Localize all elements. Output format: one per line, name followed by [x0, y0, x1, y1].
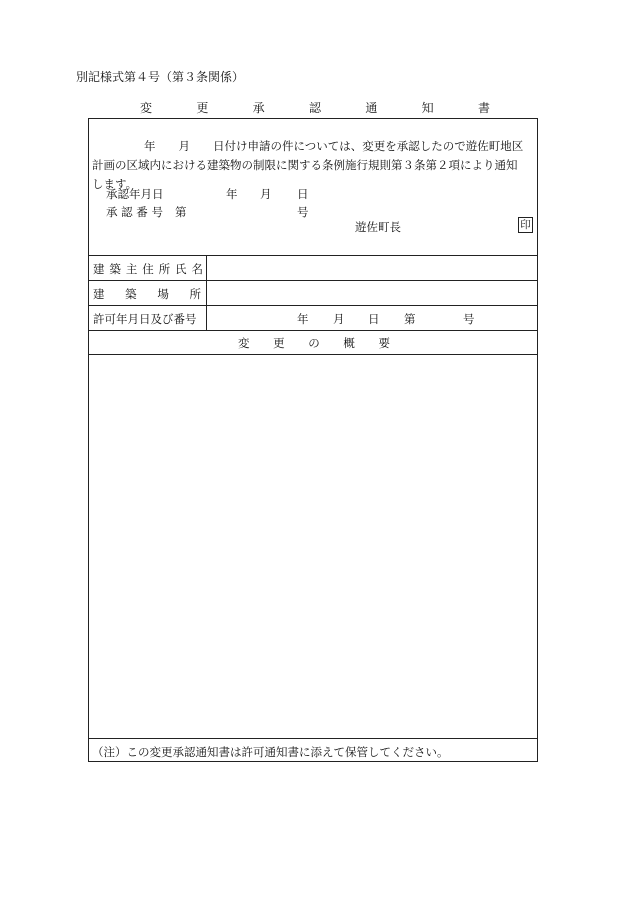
- signer: 遊佐町長: [355, 220, 401, 234]
- header-char: 要: [378, 336, 390, 350]
- label-char: 氏: [175, 262, 187, 276]
- notice-line-1: 年 月 日付け申請の件については、変更を承認したので遊佐町地区: [144, 139, 524, 153]
- permit-number-prefix: 第: [404, 312, 416, 326]
- owner-value-field[interactable]: [207, 256, 537, 280]
- header-char: 概: [343, 336, 355, 350]
- location-value-field[interactable]: [207, 281, 537, 305]
- title-char: 通: [365, 101, 378, 115]
- row-label-owner: [93, 261, 203, 277]
- row-label-location: [93, 286, 201, 302]
- label-char: 住: [142, 262, 154, 276]
- form-number: 別記様式第４号（第３条関係）: [76, 70, 245, 84]
- document-title: [140, 99, 490, 116]
- header-char: の: [308, 336, 320, 350]
- footer-note: （注）この変更承認通知書は許可通知書に添えて保管してください。: [92, 745, 449, 759]
- notice-line-3: します。: [92, 177, 138, 191]
- approval-number-prefix: 第: [175, 205, 187, 219]
- title-char: 知: [421, 101, 434, 115]
- permit-month: 月: [333, 312, 345, 326]
- label-char: 場: [157, 287, 169, 301]
- label-char: 築: [109, 262, 121, 276]
- label-char: 所: [189, 287, 201, 301]
- title-char: 書: [477, 101, 490, 115]
- title-char: 認: [308, 101, 321, 115]
- divider: [88, 330, 538, 331]
- approval-date-label: 承認年月日: [106, 187, 164, 201]
- summary-header: [238, 335, 390, 351]
- divider: [88, 305, 538, 306]
- approval-number-label: 承 認 番 号: [106, 205, 163, 219]
- header-char: 更: [273, 336, 285, 350]
- approval-date-day: 日: [297, 187, 309, 201]
- label-char: 名: [191, 262, 203, 276]
- title-char: 承: [252, 101, 265, 115]
- summary-content-area[interactable]: [89, 355, 537, 737]
- approval-date-year: 年: [226, 187, 238, 201]
- header-char: 変: [238, 336, 250, 350]
- notice-line-2: 計画の区域内における建築物の制限に関する条例施行規則第３条第２項により通知: [92, 158, 518, 172]
- label-char: 主: [125, 262, 138, 276]
- title-char: 更: [196, 101, 209, 115]
- label-char: 建: [93, 287, 105, 301]
- permit-number-suffix: 号: [463, 312, 475, 326]
- label-char: 所: [158, 262, 171, 276]
- divider: [88, 738, 538, 739]
- permit-year: 年: [297, 312, 309, 326]
- label-char: 建: [93, 262, 105, 276]
- seal-mark: 印: [518, 217, 533, 233]
- approval-number-suffix: 号: [297, 205, 309, 219]
- approval-date-month: 月: [260, 187, 272, 201]
- permit-day: 日: [368, 312, 380, 326]
- title-char: 変: [140, 101, 153, 115]
- label-char: 築: [125, 287, 137, 301]
- row-label-permit: 許可年月日及び番号: [93, 312, 197, 326]
